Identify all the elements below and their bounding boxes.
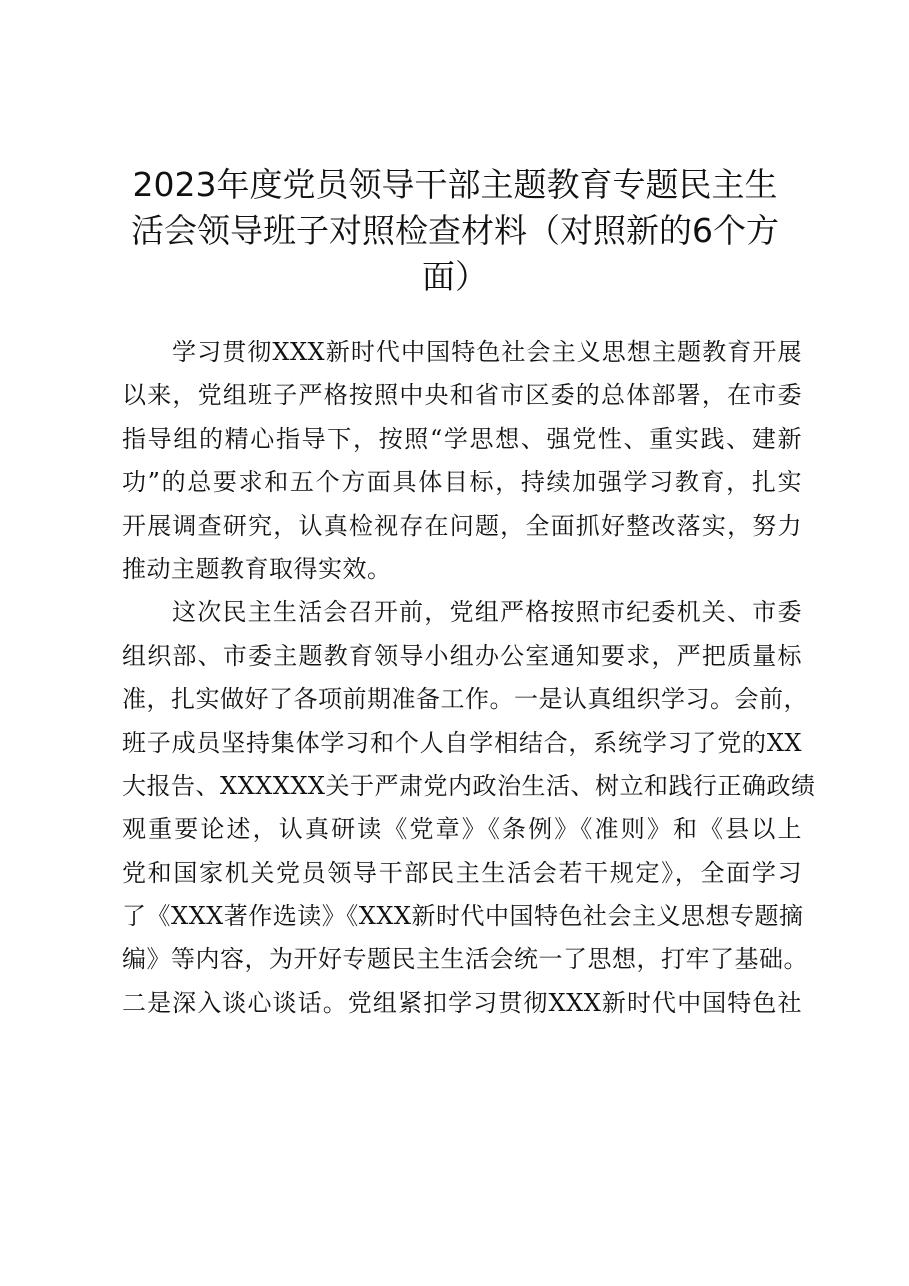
- text-line: 编》等内容，为开好专题民主生活会统一了思想，打牢了基础。: [122, 945, 808, 974]
- paragraph-intro: [122, 331, 802, 591]
- text-line: 指导组的精心指导下，按照“学思想、强党性、重实践、建新: [122, 424, 802, 453]
- text-line: 大报告、XXXXXX关于严肃党内政治生活、树立和践行正确政绩: [122, 771, 816, 800]
- document-body: [122, 331, 816, 1025]
- text-line: 观重要论述，认真研读《党章》《条例》《准则》和《县以上: [122, 815, 802, 844]
- text-line: 学习贯彻XXX新时代中国特色社会主义思想主题教育开展: [172, 338, 802, 366]
- text-line: 了《XXX著作选读》《XXX新时代中国特色社会主义思想专题摘: [122, 902, 804, 931]
- title-line: 2023年度党员领导干部主题教育专题民主生: [132, 165, 778, 204]
- document-title: [110, 162, 800, 300]
- text-line: 功”的总要求和五个方面具体目标，持续加强学习教育，扎实: [122, 468, 802, 497]
- text-line: 准，扎实做好了各项前期准备工作。一是认真组织学习。会前，: [122, 685, 808, 714]
- title-line: 活会领导班子对照检查材料（对照新的6个方: [131, 211, 779, 250]
- text-line: 开展调查研究，认真检视存在问题，全面抓好整改落实，努力: [122, 511, 802, 540]
- text-line: 组织部、市委主题教育领导小组办公室通知要求，严把质量标: [122, 641, 802, 670]
- text-line: 以来，党组班子严格按照中央和省市区委的总体部署，在市委: [122, 381, 802, 410]
- paragraph-preparation: [122, 591, 816, 1025]
- text-line: 二是深入谈心谈话。党组紧扣学习贯彻XXX新时代中国特色社: [122, 988, 802, 1017]
- text-line: 党和国家机关党员领导干部民主生活会若干规定》，全面学习: [122, 858, 802, 887]
- text-line: 班子成员坚持集体学习和个人自学相结合，系统学习了党的XX: [122, 728, 802, 757]
- text-line: 这次民主生活会召开前，党组严格按照市纪委机关、市委: [172, 598, 802, 627]
- title-line: 面）: [422, 257, 488, 296]
- text-line: 推动主题教育取得实效。: [122, 554, 392, 583]
